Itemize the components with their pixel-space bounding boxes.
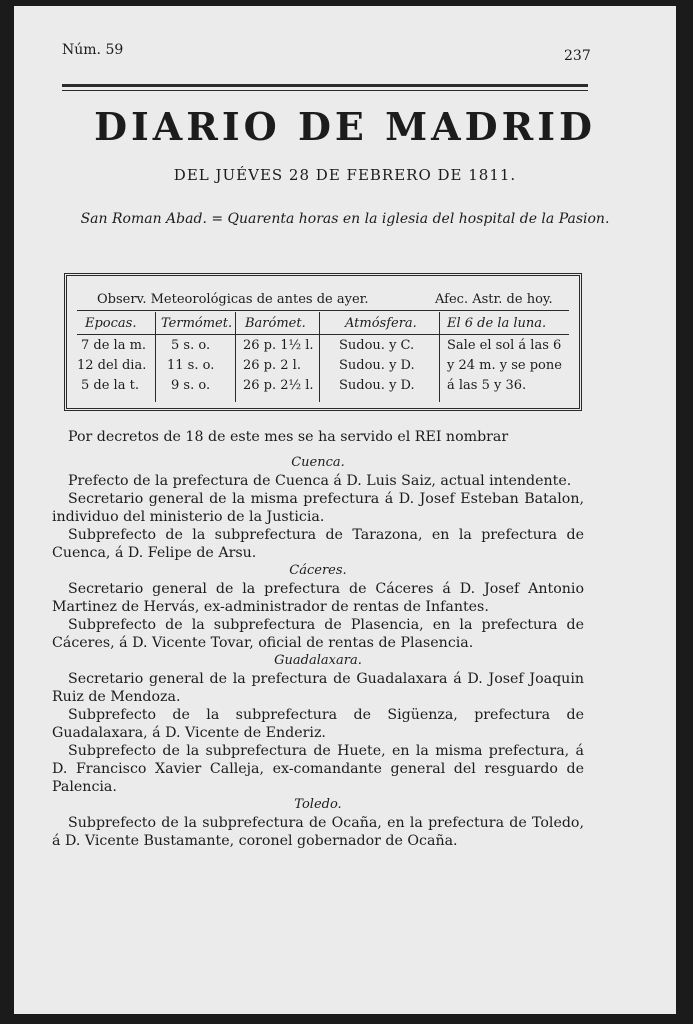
cell-luna: á las 5 y 36. (447, 378, 527, 393)
col-luna: El 6 de la luna. (447, 316, 547, 331)
column-rule (235, 312, 236, 402)
cell-epoca: 12 del dia. (77, 358, 147, 373)
cell-term: 5 s. o. (171, 338, 211, 353)
column-rule (319, 312, 320, 402)
col-termometro: Termómet. (161, 316, 233, 331)
cell-atmos: Sudou. y D. (339, 358, 415, 373)
date-line: DEL JUÉVES 28 DE FEBRERO DE 1811. (173, 166, 517, 184)
page-number: 237 (564, 48, 591, 64)
paragraph: Subprefecto de la subprefectura de Sigüenza, prefectura de Guadalaxara, á D. Vicente de Enderiz. (52, 707, 584, 741)
paragraph: Secretario general de la prefectura de Guadalaxara á D. Josef Joaquin Ruiz de Mendoza. (52, 671, 584, 705)
cell-barom: 26 p. 2½ l. (243, 378, 314, 393)
col-epocas: Epocas. (85, 316, 137, 331)
intro-paragraph: Por decretos de 18 de este mes se ha servido el REI nombrar (68, 429, 509, 445)
column-rule (155, 312, 156, 402)
paragraph: Subprefecto de la subprefectura de Plasencia, en la prefectura de Cáceres, á D. Vicente Tovar, oficial de rentas de Plasencia. (52, 617, 584, 651)
col-barometro: Barómet. (245, 316, 306, 331)
col-atmosfera: Atmósfera. (345, 316, 417, 331)
meteo-title: Observ. Meteorológicas de antes de ayer. (97, 292, 369, 307)
paragraph: Subprefecto de la subprefectura de Tarazona, en la prefectura de Cuenca, á D. Felipe de Arsu. (52, 527, 584, 561)
newspaper-page (14, 6, 676, 1014)
section-heading-guadalaxara: Guadalaxara. (274, 653, 362, 668)
saint-line: San Roman Abad. = Quarenta horas en la iglesia del hospital de la Pasion. (80, 211, 610, 227)
cell-luna: Sale el sol á las 6 (447, 338, 562, 353)
meteorological-table (64, 273, 582, 411)
top-rule-thin (62, 90, 588, 91)
paragraph: Subprefecto de la subprefectura de Ocaña, en la prefectura de Toledo, á D. Vicente Bustamante, coronel gobernador de Ocaña. (52, 815, 584, 849)
cell-epoca: 5 de la t. (81, 378, 139, 393)
paragraph: Secretario general de la misma prefectura á D. Josef Esteban Batalon, individuo del ministerio de la Justicia. (52, 491, 584, 525)
column-rule (439, 312, 440, 402)
astro-title: Afec. Astr. de hoy. (435, 292, 553, 307)
cell-barom: 26 p. 1½ l. (243, 338, 314, 353)
top-rule (62, 84, 588, 87)
cell-luna: y 24 m. y se pone (447, 358, 562, 373)
issue-number: Núm. 59 (62, 42, 124, 58)
cell-barom: 26 p. 2 l. (243, 358, 301, 373)
paragraph: Secretario general de la prefectura de Cáceres á D. Josef Antonio Martinez de Hervás, ex-administrador de rentas de Infantes. (52, 581, 584, 615)
table-divider (77, 334, 569, 335)
paragraph: Subprefecto de la subprefectura de Huete, en la misma prefectura, á D. Francisco Xavier Calleja, ex-comandante general del resguardo de Palencia. (52, 743, 584, 795)
cell-term: 11 s. o. (167, 358, 215, 373)
cell-epoca: 7 de la m. (81, 338, 147, 353)
section-heading-caceres: Cáceres. (289, 563, 347, 578)
article-body (52, 428, 584, 850)
paragraph: Prefecto de la prefectura de Cuenca á D. Luis Saiz, actual intendente. (68, 473, 572, 489)
section-heading-toledo: Toledo. (294, 797, 342, 812)
cell-term: 9 s. o. (171, 378, 211, 393)
masthead-title: DIARIO DE MADRID (94, 104, 596, 149)
cell-atmos: Sudou. y D. (339, 378, 415, 393)
table-divider (77, 310, 569, 311)
cell-atmos: Sudou. y C. (339, 338, 415, 353)
section-heading-cuenca: Cuenca. (291, 455, 345, 470)
